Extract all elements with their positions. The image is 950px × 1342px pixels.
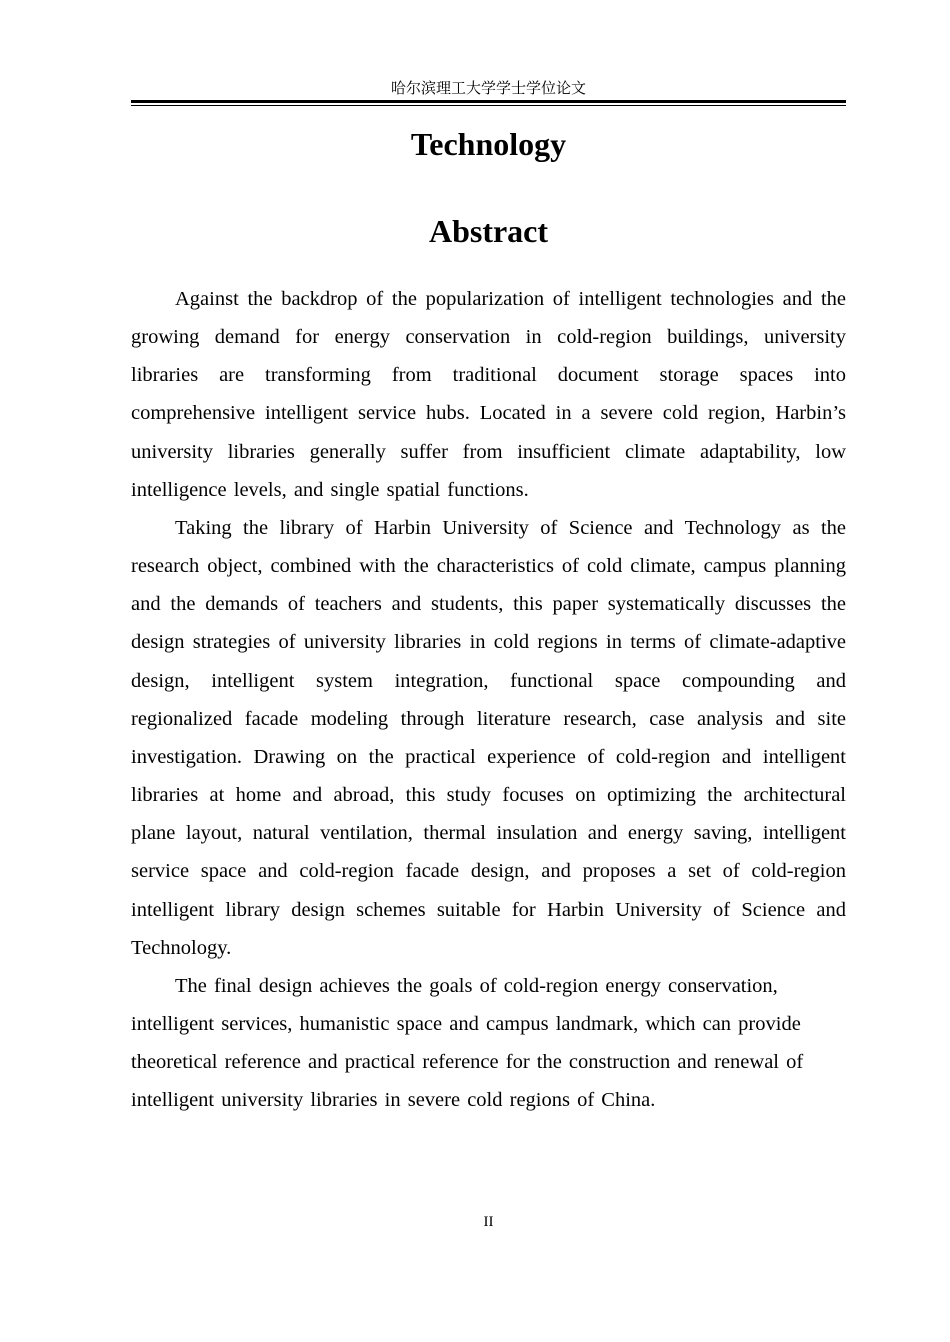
abstract-body	[131, 280, 846, 1119]
running-header: 哈尔滨理工大学学士学位论文	[390, 79, 586, 97]
abstract-paragraph-3: The final design achieves the goals of cold-region energy conservation, intelligent services, humanistic space and campus landmark, which can provide theoretical reference and practical reference for the construction and renewal of	[131, 974, 804, 1074]
abstract-paragraph-1: Against the backdrop of the popularization of intelligent technologies and the growing demand for energy conservation in cold-region buildings, university libraries are transforming from traditional document storage spaces into comprehensive intelligent service hubs. Located in a severe cold region, Harbin’s university libraries generally suffer from insufficient climate adaptability, low intelligence levels, and single spatial functions.	[131, 288, 846, 501]
title-continuation: Technology	[410, 126, 567, 162]
header-rule-thin	[131, 105, 846, 106]
page-number: II	[483, 1214, 494, 1230]
abstract-paragraph-4: intelligent university libraries in severe cold regions of China.	[131, 1089, 656, 1112]
header-rule-thick	[131, 100, 846, 103]
abstract-paragraph-2: Taking the library of Harbin University of Science and Technology as the research object, combined with the characteristics of cold climate, campus planning and the demands of teachers and students, this paper systematically discusses the design strategies of university libraries in cold regions in terms of climate-adaptive design, intelligent system integration, functional space compounding and regionalized facade modeling through literature research, case analysis and site investigation. Drawing on the practical experience of cold-region and intelligent libraries at home and abroad, this study focuses on optimizing the architectural plane layout, natural ventilation, thermal insulation and energy saving, intelligent service space and cold-region facade design, and proposes a set of cold-region intelligent library design schemes suitable for Harbin University of Science and Technology.	[131, 516, 846, 959]
abstract-heading: Abstract	[428, 213, 549, 249]
